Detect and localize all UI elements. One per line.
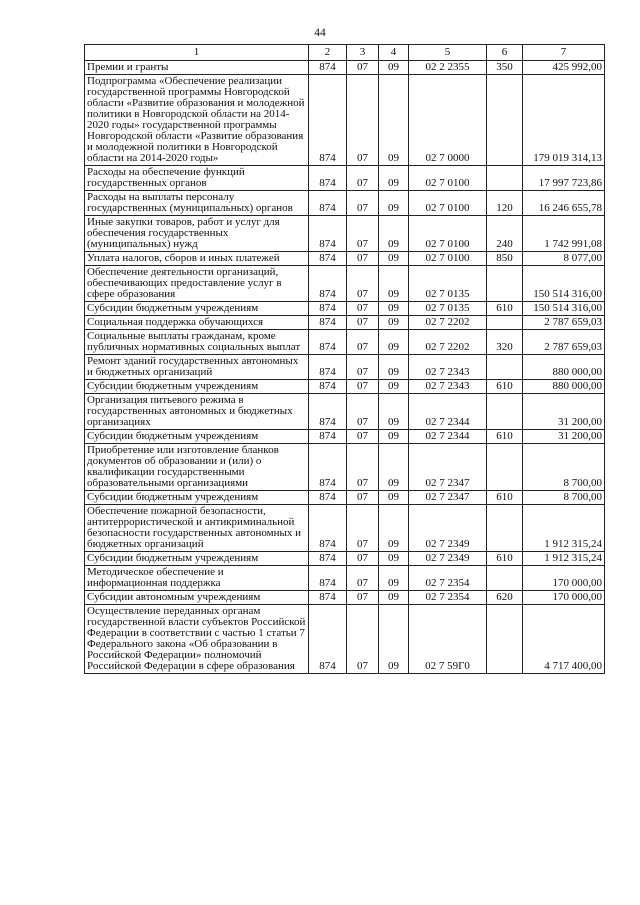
row-code-2: 874 [309,355,347,380]
row-code-4: 09 [379,505,409,552]
row-amount: 170 000,00 [523,591,605,605]
row-code-6 [487,355,523,380]
row-name: Субсидии бюджетным учреждениям [85,491,309,505]
page-number: 44 [314,27,326,39]
table-row [85,252,605,266]
row-name: Обеспечение пожарной безопасности, антитеррористической и антикриминальной безопасности государственных автономных и бюджетных организаций [85,505,309,552]
row-code-6 [487,566,523,591]
table-row [85,302,605,316]
row-code-2: 874 [309,552,347,566]
row-code-3: 07 [347,191,379,216]
table-row [85,380,605,394]
row-code-3: 07 [347,330,379,355]
row-name: Субсидии бюджетным учреждениям [85,302,309,316]
row-amount: 16 246 655,78 [523,191,605,216]
row-code-3: 07 [347,491,379,505]
row-code-6 [487,316,523,330]
row-code-3: 07 [347,505,379,552]
row-code-5: 02 7 0100 [409,252,487,266]
row-name: Осуществление переданных органам государственной власти субъектов Российской Федерации в соответствии с частью 1 статьи 7 Федерального закона «Об образовании в Российской Федерации» полномочий Российской Федерации в сфере образования [85,605,309,674]
row-code-2: 874 [309,605,347,674]
row-name: Социальные выплаты гражданам, кроме публичных нормативных социальных выплат [85,330,309,355]
row-name: Субсидии бюджетным учреждениям [85,380,309,394]
table-row [85,316,605,330]
row-code-3: 07 [347,444,379,491]
table-row [85,552,605,566]
row-code-4: 09 [379,191,409,216]
row-code-5: 02 7 0135 [409,302,487,316]
row-code-3: 07 [347,380,379,394]
row-amount: 170 000,00 [523,566,605,591]
row-code-5: 02 7 2347 [409,491,487,505]
row-code-6 [487,75,523,166]
row-amount: 150 514 316,00 [523,302,605,316]
row-name: Подпрограмма «Обеспечение реализации государственной программы Новгородской области «Развитие образования и молодежной политики в Новгородской области на 2014-2020 годы» государственной программы Новгородской области «Развитие образования и молодежной политики в Новгородской области на 2014-2020 годы» [85,75,309,166]
row-code-6: 120 [487,191,523,216]
row-code-4: 09 [379,566,409,591]
row-code-4: 09 [379,166,409,191]
table-row [85,505,605,552]
row-amount: 179 019 314,13 [523,75,605,166]
row-amount: 31 200,00 [523,394,605,430]
row-amount: 880 000,00 [523,380,605,394]
table-row [85,605,605,674]
row-code-3: 07 [347,216,379,252]
row-code-4: 09 [379,355,409,380]
row-name: Субсидии бюджетным учреждениям [85,430,309,444]
row-code-4: 09 [379,266,409,302]
row-code-5: 02 7 2202 [409,330,487,355]
row-code-5: 02 7 0000 [409,75,487,166]
column-header: 5 [409,45,487,61]
row-code-5: 02 7 0100 [409,191,487,216]
row-amount: 4 717 400,00 [523,605,605,674]
row-name: Расходы на обеспечение функций государственных органов [85,166,309,191]
row-code-2: 874 [309,252,347,266]
table-row [85,75,605,166]
row-code-3: 07 [347,302,379,316]
row-code-6: 610 [487,380,523,394]
row-name: Обеспечение деятельности организаций, обеспечивающих предоставление услуг в сфере образования [85,266,309,302]
row-amount: 425 992,00 [523,61,605,75]
row-code-5: 02 7 2344 [409,394,487,430]
row-code-4: 09 [379,330,409,355]
row-code-5: 02 2 2355 [409,61,487,75]
row-code-3: 07 [347,166,379,191]
column-header: 6 [487,45,523,61]
row-code-6 [487,266,523,302]
row-amount: 1 742 991,08 [523,216,605,252]
row-code-6: 610 [487,552,523,566]
row-name: Ремонт зданий государственных автономных и бюджетных организаций [85,355,309,380]
table-row [85,430,605,444]
row-name: Расходы на выплаты персоналу государственных (муниципальных) органов [85,191,309,216]
table-row [85,566,605,591]
table-row [85,191,605,216]
row-code-2: 874 [309,444,347,491]
row-code-3: 07 [347,591,379,605]
row-code-3: 07 [347,316,379,330]
table-row [85,61,605,75]
row-code-4: 09 [379,61,409,75]
row-code-3: 07 [347,355,379,380]
row-name: Методическое обеспечение и информационная поддержка [85,566,309,591]
row-code-4: 09 [379,430,409,444]
row-code-5: 02 7 2344 [409,430,487,444]
row-code-6: 320 [487,330,523,355]
row-code-4: 09 [379,252,409,266]
row-code-6: 350 [487,61,523,75]
row-amount: 1 912 315,24 [523,552,605,566]
row-amount: 8 700,00 [523,491,605,505]
row-code-5: 02 7 2343 [409,355,487,380]
budget-table [84,44,605,674]
row-code-2: 874 [309,566,347,591]
row-code-2: 874 [309,266,347,302]
row-amount: 2 787 659,03 [523,330,605,355]
row-code-6 [487,505,523,552]
row-name: Уплата налогов, сборов и иных платежей [85,252,309,266]
row-code-4: 09 [379,302,409,316]
row-code-6: 620 [487,591,523,605]
row-code-4: 09 [379,75,409,166]
row-code-2: 874 [309,316,347,330]
row-code-5: 02 7 2349 [409,505,487,552]
row-code-3: 07 [347,430,379,444]
row-code-5: 02 7 2349 [409,552,487,566]
column-header: 3 [347,45,379,61]
row-code-4: 09 [379,394,409,430]
row-code-6 [487,605,523,674]
table-row [85,444,605,491]
row-amount: 8 077,00 [523,252,605,266]
row-code-3: 07 [347,566,379,591]
row-code-4: 09 [379,552,409,566]
row-code-6: 610 [487,430,523,444]
row-code-5: 02 7 0100 [409,166,487,191]
row-code-3: 07 [347,75,379,166]
row-amount: 150 514 316,00 [523,266,605,302]
row-code-2: 874 [309,61,347,75]
row-code-4: 09 [379,605,409,674]
row-code-4: 09 [379,444,409,491]
row-code-2: 874 [309,216,347,252]
row-code-6 [487,444,523,491]
table-row [85,394,605,430]
row-code-3: 07 [347,252,379,266]
row-name: Приобретение или изготовление бланков документов об образовании и (или) о квалификации государственными образовательными организациями [85,444,309,491]
row-code-4: 09 [379,591,409,605]
row-code-3: 07 [347,394,379,430]
row-code-3: 07 [347,552,379,566]
row-code-5: 02 7 2354 [409,591,487,605]
table-row [85,266,605,302]
row-code-6: 610 [487,302,523,316]
row-code-5: 02 7 0135 [409,266,487,302]
row-code-2: 874 [309,75,347,166]
row-code-4: 09 [379,216,409,252]
column-header: 7 [523,45,605,61]
row-amount: 880 000,00 [523,355,605,380]
row-amount: 17 997 723,86 [523,166,605,191]
table-row [85,330,605,355]
row-code-2: 874 [309,380,347,394]
row-name: Субсидии бюджетным учреждениям [85,552,309,566]
row-code-2: 874 [309,166,347,191]
table-row [85,166,605,191]
table-row [85,216,605,252]
row-amount: 31 200,00 [523,430,605,444]
row-code-6: 850 [487,252,523,266]
row-name: Иные закупки товаров, работ и услуг для обеспечения государственных (муниципальных) нужд [85,216,309,252]
column-header: 4 [379,45,409,61]
row-amount: 1 912 315,24 [523,505,605,552]
row-amount: 2 787 659,03 [523,316,605,330]
row-code-2: 874 [309,430,347,444]
row-name: Субсидии автономным учреждениям [85,591,309,605]
row-code-2: 874 [309,394,347,430]
row-code-6: 610 [487,491,523,505]
row-code-2: 874 [309,330,347,355]
row-name: Премии и гранты [85,61,309,75]
row-code-4: 09 [379,491,409,505]
row-code-6 [487,394,523,430]
table-row [85,591,605,605]
row-name: Организация питьевого режима в государственных автономных и бюджетных организациях [85,394,309,430]
table-row [85,491,605,505]
row-amount: 8 700,00 [523,444,605,491]
row-code-5: 02 7 2354 [409,566,487,591]
row-code-2: 874 [309,591,347,605]
row-code-3: 07 [347,266,379,302]
row-code-6 [487,166,523,191]
column-header: 2 [309,45,347,61]
row-code-2: 874 [309,191,347,216]
table-body [85,61,605,674]
row-code-2: 874 [309,505,347,552]
row-code-4: 09 [379,316,409,330]
row-code-5: 02 7 0100 [409,216,487,252]
row-code-5: 02 7 2347 [409,444,487,491]
row-code-2: 874 [309,302,347,316]
row-code-2: 874 [309,491,347,505]
row-code-5: 02 7 2202 [409,316,487,330]
row-code-3: 07 [347,61,379,75]
column-header: 1 [85,45,309,61]
row-code-5: 02 7 2343 [409,380,487,394]
row-name: Социальная поддержка обучающихся [85,316,309,330]
row-code-3: 07 [347,605,379,674]
header-row [85,45,605,61]
row-code-4: 09 [379,380,409,394]
row-code-5: 02 7 59Г0 [409,605,487,674]
row-code-6: 240 [487,216,523,252]
table-row [85,355,605,380]
